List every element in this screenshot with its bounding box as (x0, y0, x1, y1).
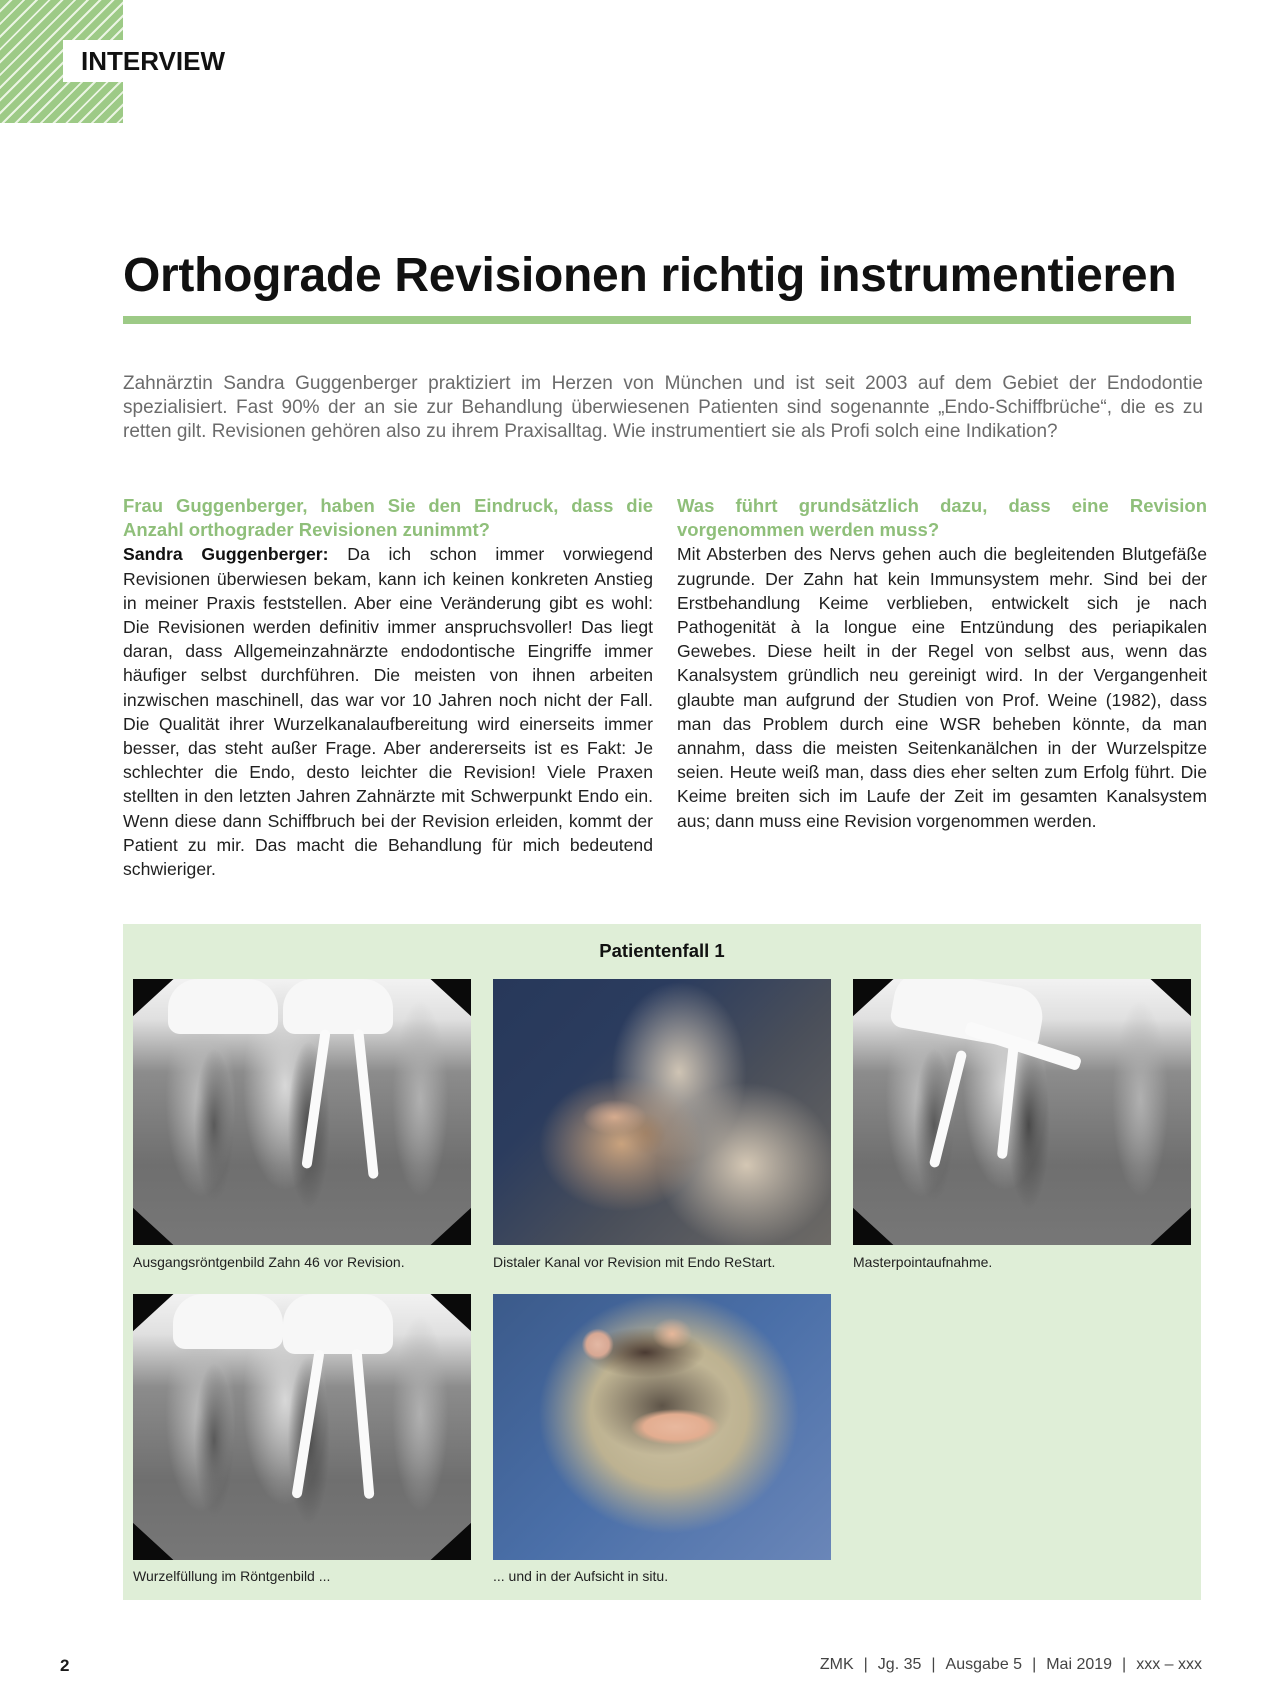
speaker-name: Sandra Guggenberger: (123, 544, 329, 565)
journal-name: ZMK (819, 1656, 854, 1673)
text-column-left (123, 494, 653, 881)
clinical-photo-distal-canal (493, 979, 831, 1245)
journal-volume: Jg. 35 (877, 1656, 922, 1673)
figure-caption: Distaler Kanal vor Revision mit Endo ReStart. (493, 1254, 776, 1270)
interview-answer (677, 542, 1207, 832)
figure-caption: ... und in der Aufsicht in situ. (493, 1568, 669, 1584)
separator: | (1032, 1656, 1037, 1673)
article-title: Orthograde Revisionen richtig instrumentieren (123, 249, 1177, 302)
answer-text: Da ich schon immer vorwiegend Revisionen überwiesen bekam, kann ich keinen konkreten Anstieg in meiner Praxis feststellen. Aber eine Veränderung gibt es wohl: Die Revisionen werden definitiv immer anspruchsvoller! Das liegt daran, dass Allgemeinzahnärzte endodontische Eingriffe immer häufiger selbst durchführen. Die meisten von ihnen arbeiten inzwischen maschinell, das war vor 10 Jahren noch nicht der Fall. Die Qualität ihrer Wurzelkanalaufbereitung wird einerseits immer besser, das steht außer Frage. Aber andererseits ist es Fakt: Je schlechter die Endo, desto leichter die Revision! Viele Praxen stellten in den letzten Jahren Zahnärzte mit Schwerpunkt Endo ein. Wenn diese dann Schiffbruch bei der Revision erleiden, kommt der Patient zu mir. Das macht die Behandlung für mich bedeutend schwieriger. (123, 544, 654, 880)
journal-footer (820, 1656, 1202, 1674)
figure-caption: Wurzelfüllung im Röntgenbild ... (133, 1568, 331, 1584)
patient-case-box (123, 924, 1201, 1600)
interview-question: Was führt grundsätzlich dazu, dass eine Revision vorgenommen werden muss? (677, 495, 1207, 541)
journal-issue: Ausgabe 5 (945, 1656, 1023, 1673)
interview-question: Frau Guggenberger, haben Sie den Eindruck, dass die Anzahl orthograder Revisionen zunimmt? (123, 495, 653, 541)
figure-caption: Masterpointaufnahme. (853, 1254, 993, 1270)
page-number: 2 (60, 1656, 70, 1675)
journal-pages: xxx – xxx (1136, 1656, 1202, 1673)
xray-image-initial (133, 979, 471, 1245)
section-tag: INTERVIEW (63, 40, 223, 82)
figure-caption: Ausgangsröntgenbild Zahn 46 vor Revision. (133, 1254, 405, 1270)
xray-image-root-filling (133, 1294, 471, 1560)
separator: | (931, 1656, 936, 1673)
case-box-title: Patientenfall 1 (599, 940, 725, 961)
interview-answer (123, 542, 653, 881)
clinical-photo-in-situ (493, 1294, 831, 1560)
separator: | (863, 1656, 868, 1673)
text-column-right (677, 494, 1207, 833)
journal-date: Mai 2019 (1046, 1656, 1113, 1673)
article-lead: Zahnärztin Sandra Guggenberger praktiziert im Herzen von München und ist seit 2003 auf dem Gebiet der Endodontie spezialisiert. Fast 90% der an sie zur Behandlung überwiesenen Patienten sind sogenannte „Endo-Schiffbrüche“, die es zu retten gilt. Revisionen gehören also zu ihrem Praxisalltag. Wie instrumentiert sie als Profi solch eine Indikation? (123, 373, 1203, 442)
separator: | (1122, 1656, 1127, 1673)
title-underline (123, 316, 1191, 324)
answer-text: Mit Absterben des Nervs gehen auch die begleitenden Blutgefäße zugrunde. Der Zahn hat kein Immunsystem mehr. Sind bei der Erstbehandlung Keime verblieben, entwickelt sich je nach Pathogenität à la longue eine Entzündung des periapikalen Gewebes. Diese heilt in der Regel von selbst aus, wenn das Kanalsystem gründlich neu gereinigt wird. In der Vergangenheit glaubte man aufgrund der Studien von Prof. Weine (1982), dass man das Problem durch eine WSR beheben könnte, da man annahm, dass die meisten Seitenkanälchen in der Wurzelspitze seien. Heute weiß man, dass dies eher selten zum Erfolg führt. Die Keime breiten sich im Laufe der Zeit im gesamten Kanalsystem aus; dann muss eine Revision vorgenommen werden. (677, 544, 1207, 831)
xray-image-masterpoint (853, 979, 1191, 1245)
